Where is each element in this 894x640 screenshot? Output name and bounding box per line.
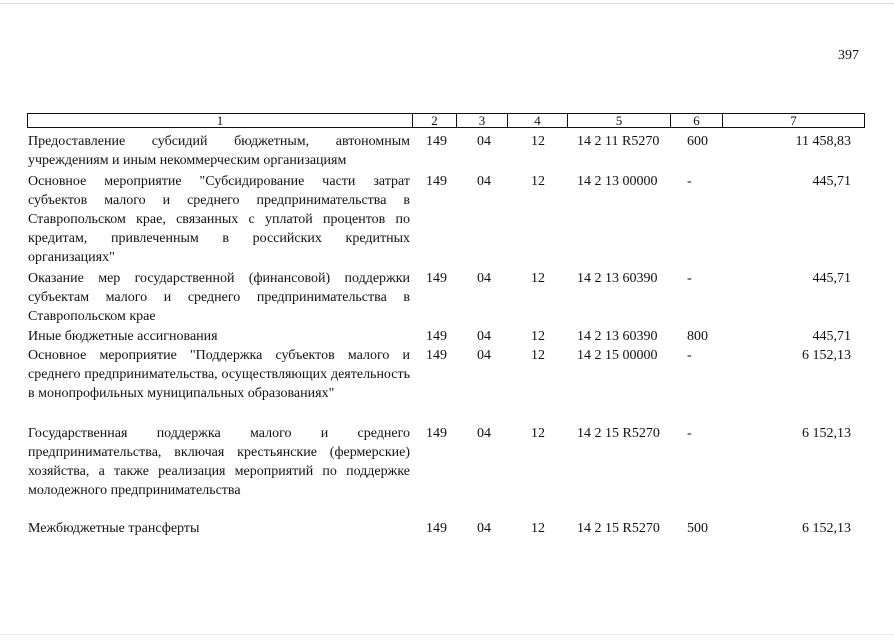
cell-expense-type: - xyxy=(687,426,692,441)
table-header xyxy=(27,113,865,128)
cell-expense-type: - xyxy=(687,174,692,189)
cell-target-article: 14 2 15 R5270 xyxy=(577,426,660,441)
cell-expense-type: 500 xyxy=(687,521,708,536)
column-header-2: 2 xyxy=(413,113,457,128)
cell-subsection-code: 12 xyxy=(531,271,545,286)
cell-amount: 11 458,83 xyxy=(795,134,851,149)
cell-section-code: 04 xyxy=(477,521,491,536)
cell-subsection-code: 12 xyxy=(531,426,545,441)
page-edge-line xyxy=(0,3,894,4)
cell-amount: 445,71 xyxy=(812,271,851,286)
cell-section-code: 04 xyxy=(477,271,491,286)
cell-subsection-code: 12 xyxy=(531,329,545,344)
cell-expense-type: - xyxy=(687,271,692,286)
cell-target-article: 14 2 15 R5270 xyxy=(577,521,660,536)
cell-expense-type: - xyxy=(687,348,692,363)
cell-amount: 445,71 xyxy=(812,174,851,189)
row-description: Основное мероприятие "Поддержка субъектов малого и среднего предпринимательства, осуществляющих деятельность в монопрофильных муниципальных образованиях" xyxy=(28,348,410,401)
column-header-5: 5 xyxy=(568,113,671,128)
cell-amount: 6 152,13 xyxy=(802,521,851,536)
cell-ministry-code: 149 xyxy=(426,134,447,149)
cell-target-article: 14 2 11 R5270 xyxy=(577,134,660,149)
cell-ministry-code: 149 xyxy=(426,174,447,189)
cell-subsection-code: 12 xyxy=(531,348,545,363)
cell-target-article: 14 2 13 00000 xyxy=(577,174,658,189)
column-header-1: 1 xyxy=(27,113,413,128)
cell-expense-type: 800 xyxy=(687,329,708,344)
cell-section-code: 04 xyxy=(477,348,491,363)
row-description: Предоставление субсидий бюджетным, автономным учреждениям и иным некоммерческим организациям xyxy=(28,134,410,168)
row-description: Межбюджетные трансферты xyxy=(28,521,200,536)
cell-target-article: 14 2 13 60390 xyxy=(577,271,658,286)
column-header-6: 6 xyxy=(671,113,723,128)
row-description: Иные бюджетные ассигнования xyxy=(28,329,218,344)
cell-amount: 6 152,13 xyxy=(802,348,851,363)
column-header-7: 7 xyxy=(723,113,865,128)
cell-section-code: 04 xyxy=(477,329,491,344)
cell-amount: 445,71 xyxy=(812,329,851,344)
cell-expense-type: 600 xyxy=(687,134,708,149)
column-header-3: 3 xyxy=(457,113,508,128)
cell-subsection-code: 12 xyxy=(531,134,545,149)
cell-section-code: 04 xyxy=(477,426,491,441)
cell-subsection-code: 12 xyxy=(531,174,545,189)
cell-target-article: 14 2 13 60390 xyxy=(577,329,658,344)
cell-ministry-code: 149 xyxy=(426,521,447,536)
row-description: Оказание мер государственной (финансовой) поддержки субъектам малого и среднего предпринимательства в Ставропольском крае xyxy=(28,271,410,324)
cell-amount: 6 152,13 xyxy=(802,426,851,441)
cell-target-article: 14 2 15 00000 xyxy=(577,348,658,363)
cell-ministry-code: 149 xyxy=(426,271,447,286)
column-header-4: 4 xyxy=(508,113,568,128)
page-number: 397 xyxy=(838,48,859,63)
cell-section-code: 04 xyxy=(477,134,491,149)
cell-ministry-code: 149 xyxy=(426,426,447,441)
page-edge-line xyxy=(0,634,894,635)
row-description: Основное мероприятие "Субсидирование части затрат субъектов малого и среднего предпринимательства в Ставропольском крае, связанных с уплатой процентов по кредитам, привлеченным в российских кредитных организациях" xyxy=(28,174,410,265)
cell-ministry-code: 149 xyxy=(426,329,447,344)
cell-section-code: 04 xyxy=(477,174,491,189)
row-description: Государственная поддержка малого и среднего предпринимательства, включая крестьянские (фермерские) хозяйства, а также реализация мероприятий по поддержке молодежного предпринимательства xyxy=(28,426,410,498)
cell-ministry-code: 149 xyxy=(426,348,447,363)
cell-subsection-code: 12 xyxy=(531,521,545,536)
